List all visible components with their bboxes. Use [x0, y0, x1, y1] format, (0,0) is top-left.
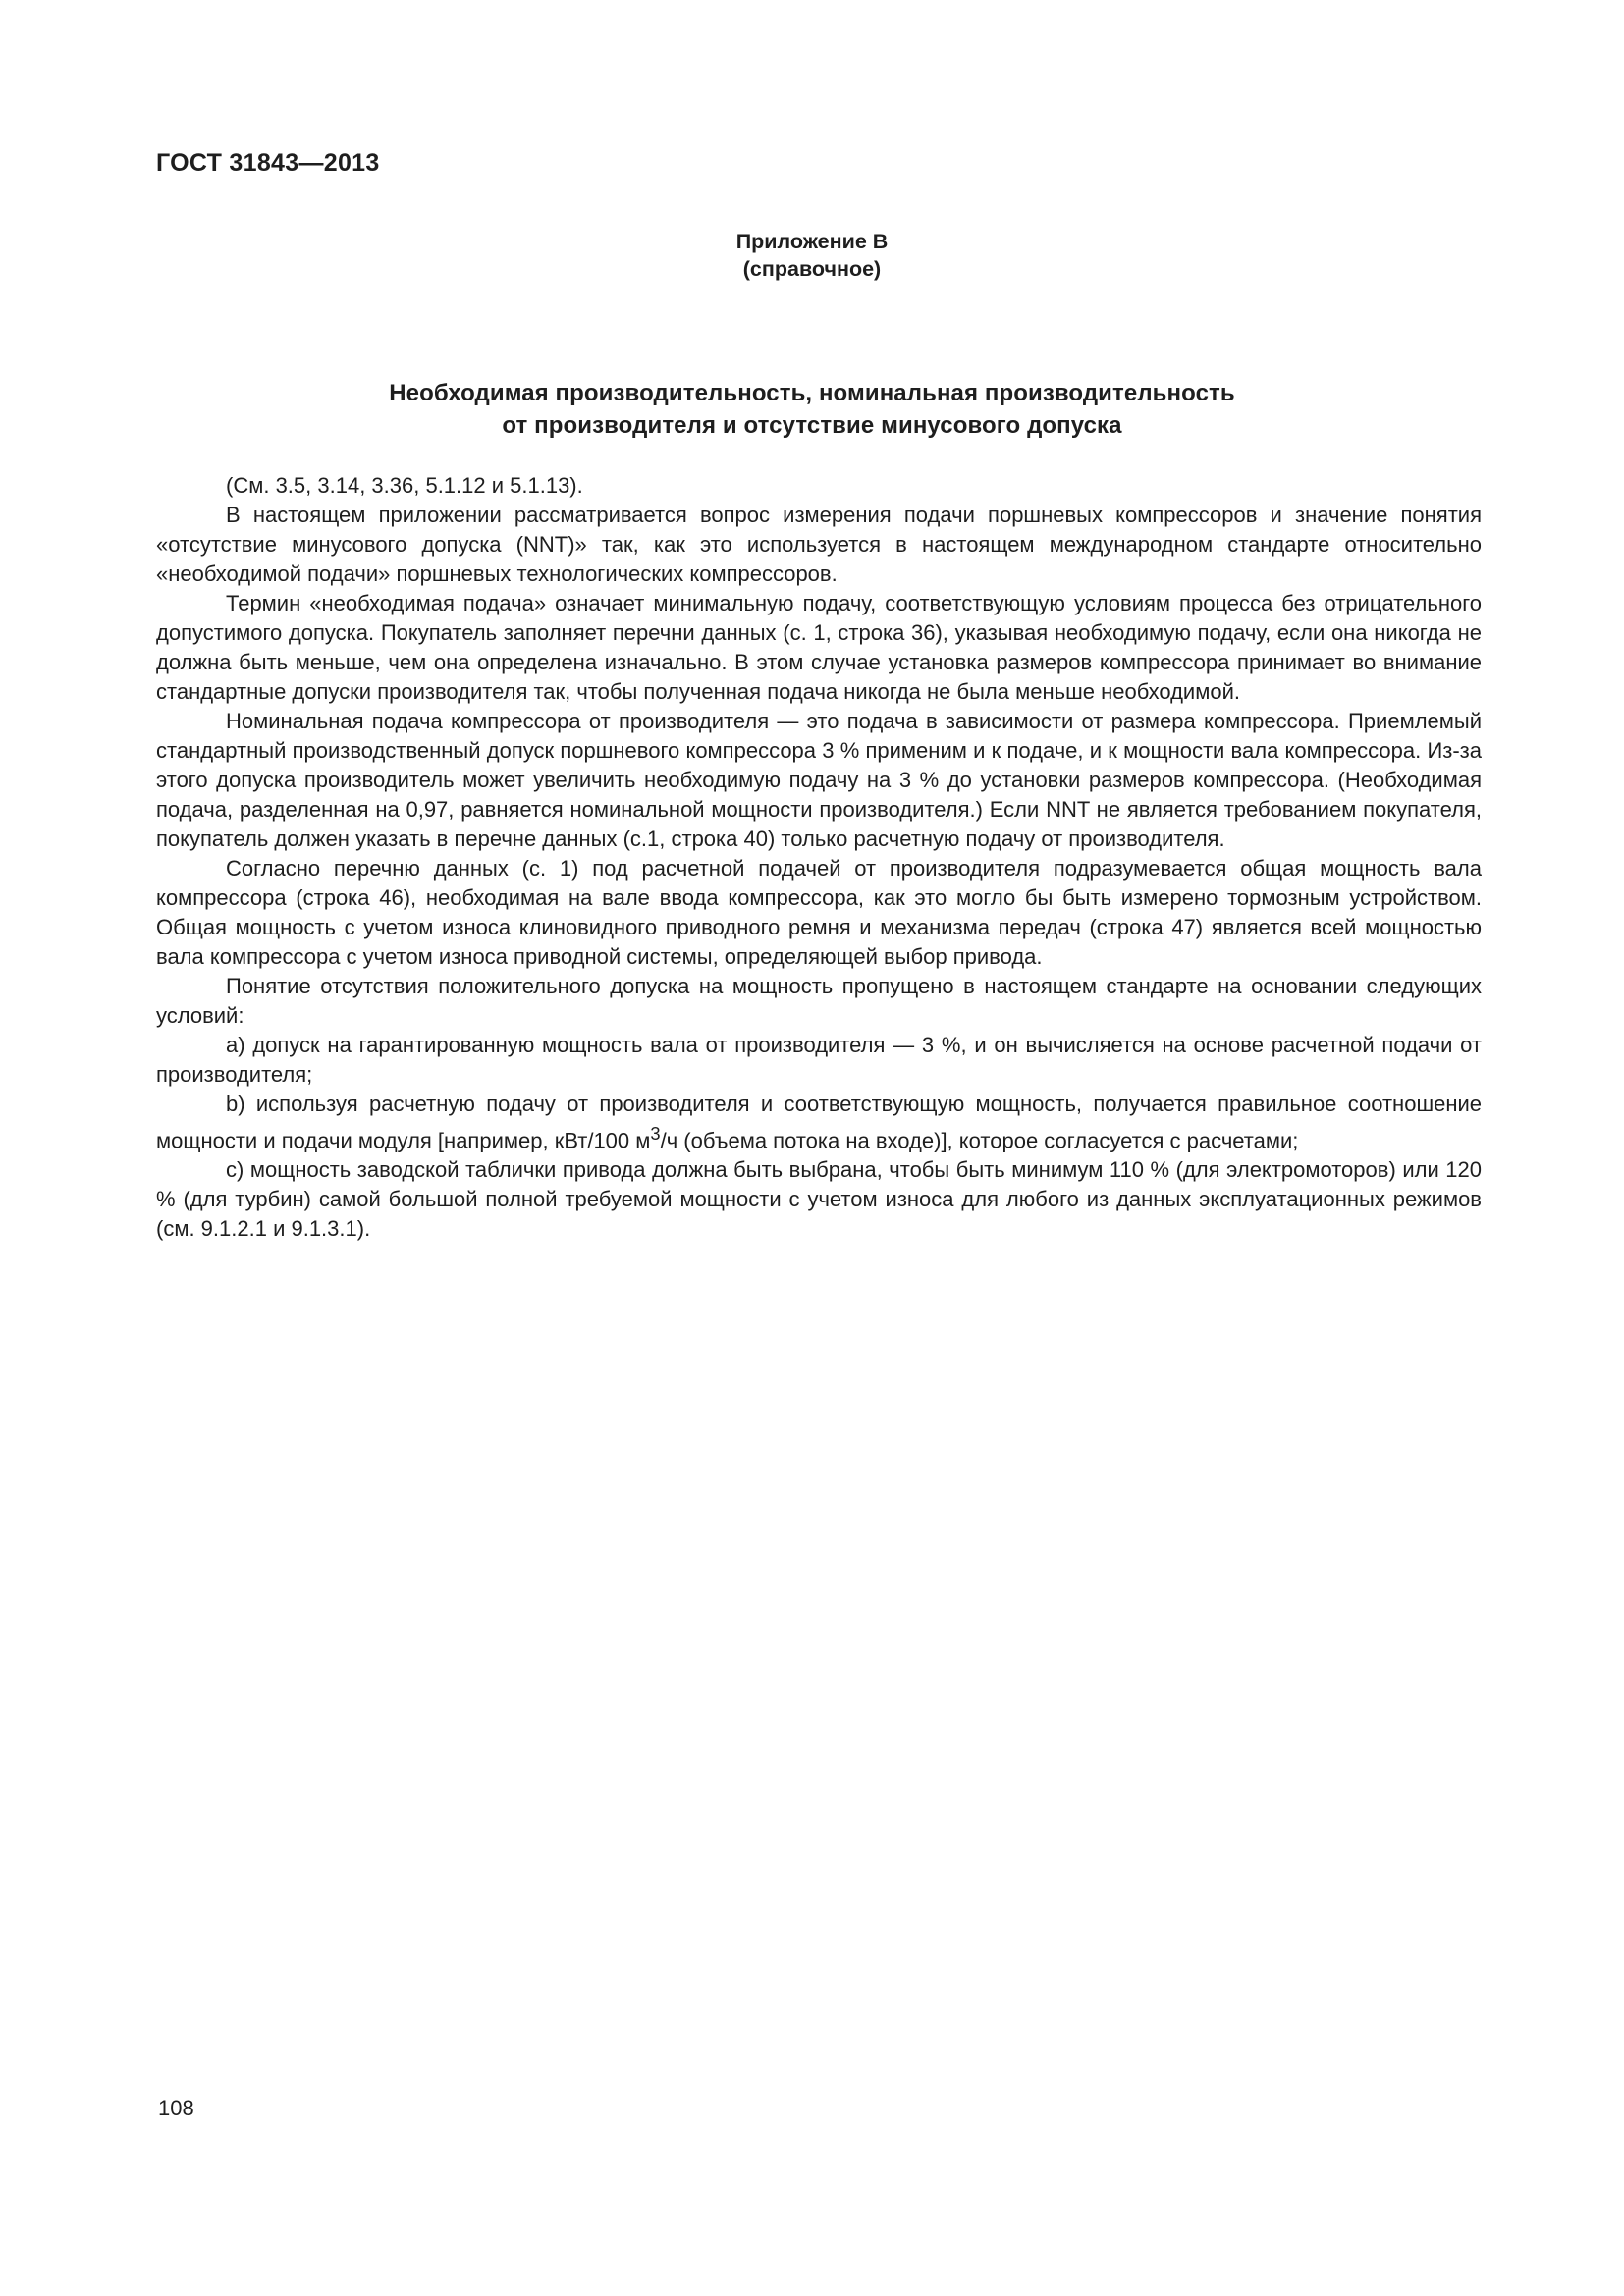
- appendix-subtitle: (справочное): [742, 257, 882, 281]
- appendix-heading: [0, 228, 1624, 283]
- paragraph-2: Термин «необходимая подача» означает минимальную подачу, соответствующую условиям процесса без отрицательного допустимого допуска. Покупатель заполняет перечни данных (с. 1, строка 36), указывая необходимую подачу, если она никогда не должна быть меньше, чем она определена изначально. В этом случае установка размеров компрессора принимает во внимание стандартные допуски производителя так, чтобы полученная подача никогда не была меньше необходимой.: [156, 591, 1482, 704]
- list-item-c: c) мощность заводской таблички привода должна быть выбрана, чтобы быть минимум 110 % (для электромоторов) или 120 % (для турбин) самой большой полной требуемой мощности с учетом износа для любого из данных эксплуатационных режимов (см. 9.1.2.1 и 9.1.3.1).: [156, 1157, 1482, 1242]
- list-item-b: [156, 1090, 1482, 1155]
- paragraph-1: В настоящем приложении рассматривается вопрос измерения подачи поршневых компрессоров и значение понятия «отсутствие минусового допуска (NNT)» так, как это используется в настоящем международном стандарте относительно «необходимой подачи» поршневых технологических компрессоров.: [156, 503, 1482, 586]
- body-text: [156, 471, 1482, 1244]
- paragraph-5: Понятие отсутствия положительного допуска на мощность пропущено в настоящем стандарте на основании следующих условий:: [156, 974, 1482, 1028]
- paragraph-3: Номинальная подача компрессора от производителя — это подача в зависимости от размера компрессора. Приемлемый стандартный производственный допуск поршневого компрессора 3 % применим и к подаче, и к мощности вала компрессора. Из-за этого допуска производитель может увеличить необходимую подачу на 3 % до установки размеров компрессора. (Необходимая подача, разделенная на 0,97, равняется номинальной мощности производителя.) Если NNT не является требованием покупателя, покупатель должен указать в перечне данных (с.1, строка 40) только расчетную подачу от производителя.: [156, 709, 1482, 851]
- document-code: ГОСТ 31843—2013: [156, 149, 380, 177]
- page-number: 108: [158, 2096, 194, 2120]
- reference-paragraph: (См. 3.5, 3.14, 3.36, 5.1.12 и 5.1.13).: [226, 473, 583, 498]
- list-item-b-superscript: 3: [650, 1123, 661, 1144]
- section-title: [0, 377, 1624, 442]
- appendix-title: Приложение В: [735, 230, 889, 253]
- section-title-line-2: от производителя и отсутствие минусового допуска: [502, 412, 1122, 439]
- list-item-a: a) допуск на гарантированную мощность вала от производителя — 3 %, и он вычисляется на основе расчетной подачи от производителя;: [156, 1033, 1482, 1087]
- section-title-line-1: Необходимая производительность, номинальная производительность: [389, 380, 1235, 406]
- paragraph-4: Согласно перечню данных (с. 1) под расчетной подачей от производителя подразумевается общая мощность вала компрессора (строка 46), необходимая на вале ввода компрессора, как это могло бы быть измерено тормозным устройством. Общая мощность с учетом износа клиновидного приводного ремня и механизма передач (строка 47) является всей мощностью вала компрессора с учетом износа приводной системы, определяющей выбор привода.: [156, 856, 1482, 969]
- list-item-b-text-before: b) используя расчетную подачу от производителя и соответствующую мощность, получается правильное соотношение мощности и подачи модуля [например, кВт/100 м: [156, 1092, 1482, 1153]
- list-item-b-text-after: /ч (объема потока на входе)], которое согласуется с расчетами;: [660, 1128, 1299, 1153]
